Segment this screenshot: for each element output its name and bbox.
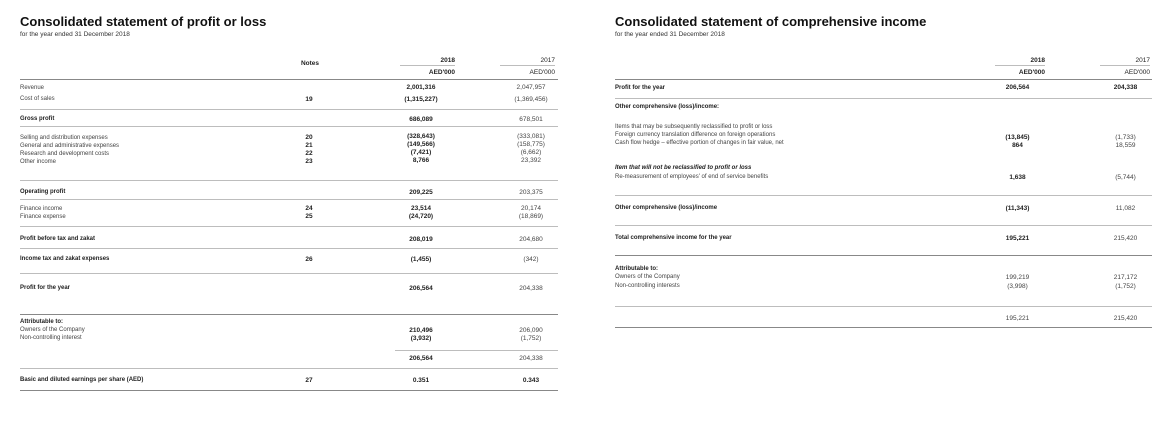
note-ref: 23 <box>305 158 313 165</box>
row-label: Revenue <box>20 85 45 91</box>
value-2018: (3,998) <box>1007 283 1028 290</box>
value-2017: (1,752) <box>520 335 542 342</box>
value-2017: (18,869) <box>518 213 544 220</box>
row-label: Owners of the Company <box>615 274 680 280</box>
value-2017: (158,775) <box>517 141 545 148</box>
value-2018: 864 <box>1012 142 1023 149</box>
value-2017: 215,420 <box>1113 315 1138 322</box>
value-2018: (1,315,227) <box>404 96 438 103</box>
row-label: Cost of sales <box>20 96 55 102</box>
left-unit1-header: AED'000 <box>428 69 455 76</box>
left-year2-header: 2017 <box>540 57 555 64</box>
right-unit2-header: AED'000 <box>1124 69 1150 76</box>
row-label: Other comprehensive (loss)/income <box>615 205 718 211</box>
right-title: Consolidated statement of comprehensive income <box>615 14 927 29</box>
note-ref: 22 <box>305 150 313 157</box>
value-2018: 209,225 <box>409 189 433 196</box>
row-label: Cash flow hedge – effective portion of changes in fair value, net <box>615 140 784 146</box>
row-label: Non-controlling interests <box>615 283 680 289</box>
value-2018: 195,221 <box>1005 235 1030 242</box>
value-2018: (3,932) <box>410 335 432 342</box>
value-2017: 2,047,957 <box>516 84 546 91</box>
value-2018: 2,001,316 <box>406 84 436 91</box>
value-2018: 210,496 <box>409 327 433 334</box>
row-label: Research and development costs <box>20 151 110 157</box>
row-label: Profit for the year <box>20 285 71 291</box>
row-label: General and administrative expenses <box>20 143 120 149</box>
value-2018: 686,089 <box>409 116 433 123</box>
value-2017: 11,082 <box>1115 205 1136 212</box>
value-2018: 1,638 <box>1009 174 1026 181</box>
row-label: Selling and distribution expenses <box>20 135 108 141</box>
value-2018: (149,566) <box>407 141 435 148</box>
value-2017: 204,338 <box>519 285 543 292</box>
value-2017: (1,369,456) <box>514 96 548 103</box>
row-label: Re-measurement of employees' of end of service benefits <box>615 174 769 180</box>
value-2018: 208,019 <box>409 236 433 243</box>
value-2017: (5,744) <box>1115 174 1136 181</box>
value-2018: 199,219 <box>1005 274 1030 281</box>
right-subtitle: for the year ended 31 December 2018 <box>615 31 725 38</box>
row-label: Profit before tax and zakat <box>20 236 96 242</box>
value-2018: (1,455) <box>410 256 432 263</box>
value-2017: 206,090 <box>519 327 543 334</box>
row-label: Gross profit <box>20 116 55 122</box>
value-2018: 206,564 <box>1005 84 1030 91</box>
right-year1-header: 2018 <box>1030 57 1045 64</box>
row-label: Basic and diluted earnings per share (AED) <box>20 377 144 383</box>
row-label: Other comprehensive (loss)/income: <box>615 104 720 110</box>
value-2017: 204,338 <box>519 355 543 362</box>
value-2017: 217,172 <box>1113 274 1138 281</box>
value-2018: (11,343) <box>1005 205 1030 212</box>
value-2018: 195,221 <box>1005 315 1030 322</box>
value-2017: (6,662) <box>520 149 542 156</box>
note-ref: 19 <box>305 96 313 103</box>
value-2017: (1,752) <box>1115 283 1136 290</box>
value-2018: (24,720) <box>408 213 434 220</box>
right-unit1-header: AED'000 <box>1018 69 1045 76</box>
row-label: Attributable to: <box>20 319 63 325</box>
row-label: Other income <box>20 159 57 165</box>
value-2018: 0.351 <box>412 377 430 384</box>
row-label: Owners of the Company <box>20 327 85 333</box>
note-ref: 20 <box>305 134 313 141</box>
value-2017: 20,174 <box>521 205 541 212</box>
row-label: Finance expense <box>20 214 66 220</box>
value-2017: 678,501 <box>519 116 543 123</box>
left-subtitle: for the year ended 31 December 2018 <box>20 31 130 38</box>
value-2017: 204,338 <box>1113 84 1138 91</box>
value-2018: (328,643) <box>407 133 435 140</box>
note-ref: 26 <box>305 256 313 263</box>
note-ref: 27 <box>305 377 313 384</box>
value-2018: 206,564 <box>409 285 433 292</box>
value-2017: 18,559 <box>1115 142 1136 149</box>
row-label: Operating profit <box>20 189 66 195</box>
left-year1-header: 2018 <box>440 57 455 64</box>
value-2017: 0.343 <box>522 377 540 384</box>
value-2017: (342) <box>523 256 539 263</box>
value-2018: 206,564 <box>409 355 433 362</box>
value-2017: (333,081) <box>517 133 545 140</box>
row-label: Attributable to: <box>615 266 658 272</box>
value-2017: 23,392 <box>521 157 541 164</box>
left-unit2-header: AED'000 <box>529 69 555 76</box>
value-2018: 8,766 <box>412 157 430 164</box>
value-2018: (7,421) <box>410 149 432 156</box>
right-year2-header: 2017 <box>1135 57 1150 64</box>
left-title: Consolidated statement of profit or loss <box>20 14 267 29</box>
row-label: Income tax and zakat expenses <box>20 256 110 262</box>
row-label: Total comprehensive income for the year <box>615 235 732 241</box>
value-2018: (13,845) <box>1005 134 1030 141</box>
row-label: Item that will not be reclassified to profit or loss <box>615 165 752 171</box>
row-label: Profit for the year <box>615 85 666 91</box>
value-2017: 215,420 <box>1113 235 1138 242</box>
value-2018: 23,514 <box>411 205 431 212</box>
note-ref: 21 <box>305 142 313 149</box>
value-2017: 204,680 <box>519 236 543 243</box>
row-label: Non-controlling interest <box>20 335 82 341</box>
value-2017: (1,733) <box>1115 134 1136 141</box>
note-ref: 24 <box>305 205 313 212</box>
row-label: Items that may be subsequently reclassified to profit or loss <box>615 124 773 130</box>
value-2017: 203,375 <box>519 189 543 196</box>
note-ref: 25 <box>305 213 313 220</box>
row-label: Foreign currency translation difference on foreign operations <box>615 132 776 138</box>
notes-header: Notes <box>300 60 320 67</box>
row-label: Finance income <box>20 206 63 212</box>
